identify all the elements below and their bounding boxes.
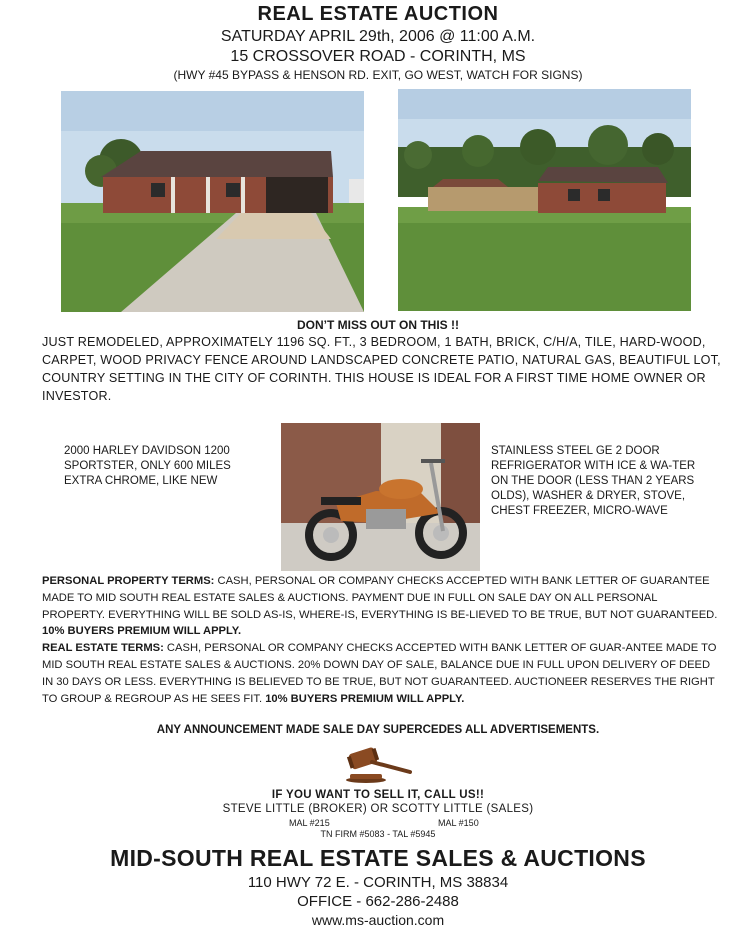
office-phone: OFFICE - 662-286-2488 — [297, 893, 459, 910]
property-headline: DON’T MISS OUT ON THIS !! — [297, 318, 459, 332]
broker-names: STEVE LITTLE (BROKER) OR SCOTTY LITTLE (SALES) — [222, 803, 534, 815]
gavel-icon — [344, 744, 412, 789]
motorcycle-photo — [281, 423, 480, 571]
auction-date: SATURDAY APRIL 29th, 2006 @ 11:00 A.M. — [220, 28, 536, 45]
personal-terms-premium: 10% BUYERS PREMIUM WILL APPLY. — [42, 625, 242, 638]
auction-address: 15 CROSSOVER ROAD - CORINTH, MS — [230, 48, 526, 65]
real-estate-terms-label: REAL ESTATE TERMS: — [42, 642, 164, 655]
call-to-action: IF YOU WANT TO SELL IT, CALL US!! — [271, 789, 485, 801]
real-estate-terms-premium: 10% BUYERS PREMIUM WILL APPLY. — [265, 692, 465, 705]
mal-steve: MAL #215 — [289, 818, 330, 828]
mal-scotty: MAL #150 — [438, 818, 479, 828]
page-title: REAL ESTATE AUCTION — [257, 3, 499, 25]
real-estate-terms-text: CASH, PERSONAL OR COMPANY CHECKS ACCEPTED WITH BANK LETTER OF GUAR-ANTEE MADE TO MID SOUTH REAL ESTATE SALES & AUCTIONS. 20% DOWN DAY OF SALE, BALANCE DUE IN FULL UPON DELIVERY OF DEED IN 30 DAYS OR LESS. EVERYTHING IS BELIEVED TO BE TRUE, BUT NOT GUARANTEED. AUCTIONEER RESERVES THE RIGHT TO GROUP & REGROUP AS HE SEES FIT. — [42, 642, 717, 705]
appliances-description: STAINLESS STEEL GE 2 DOOR REFRIGERATOR WITH ICE & WA-TER ON THE DOOR (LESS THAN 2 YEARS OLDS), WASHER & DRYER, STOVE, CHEST FREEZER, MICRO-WAVE — [491, 445, 696, 517]
property-description: JUST REMODELED, APPROXIMATELY 1196 SQ. FT., 3 BEDROOM, 1 BATH, BRICK, C/H/A, TILE, HARD-WOOD, CARPET, WOOD PRIVACY FENCE AROUND LANDSCAPED CONCRETE PATIO, NATURAL GAS, BEAUTIFUL LOT, COUNTRY SETTING IN THE CITY OF CORINTH. THIS HOUSE IS IDEAL FOR A FIRST TIME HOME OWNER OR INVESTOR. — [42, 335, 721, 403]
website-link[interactable]: www.ms-auction.com — [311, 912, 445, 928]
firm-license: TN FIRM #5083 - TAL #5945 — [320, 829, 436, 839]
personal-terms-text: CASH, PERSONAL OR COMPANY CHECKS ACCEPTED WITH BANK LETTER OF GUARANTEE MADE TO MID SOUTH REAL ESTATE SALES & AUCTIONS. PAYMENT DUE IN FULL ON SALE DAY ON ALL PERSONAL PROPERTY. EVERYTHING WILL BE SOLD AS-IS, WHERE-IS, EVERYTHING IS BE-LIEVED TO BE TRUE, BUT NOT GUARANTEED. — [42, 575, 718, 621]
directions: (HWY #45 BYPASS & HENSON RD. EXIT, GO WEST, WATCH FOR SIGNS) — [173, 68, 583, 82]
personal-terms-label: PERSONAL PROPERTY TERMS: — [42, 575, 215, 587]
house-side-photo — [398, 89, 691, 311]
house-front-photo — [61, 91, 364, 312]
motorcycle-description: 2000 HARLEY DAVIDSON 1200 SPORTSTER, ONLY 600 MILES EXTRA CHROME, LIKE NEW — [64, 445, 231, 487]
terms-section — [42, 573, 722, 707]
company-name: MID-SOUTH REAL ESTATE SALES & AUCTIONS — [110, 845, 646, 871]
announcement: ANY ANNOUNCEMENT MADE SALE DAY SUPERCEDES ALL ADVERTISEMENTS. — [156, 724, 600, 736]
company-address: 110 HWY 72 E. - CORINTH, MS 38834 — [247, 874, 509, 891]
